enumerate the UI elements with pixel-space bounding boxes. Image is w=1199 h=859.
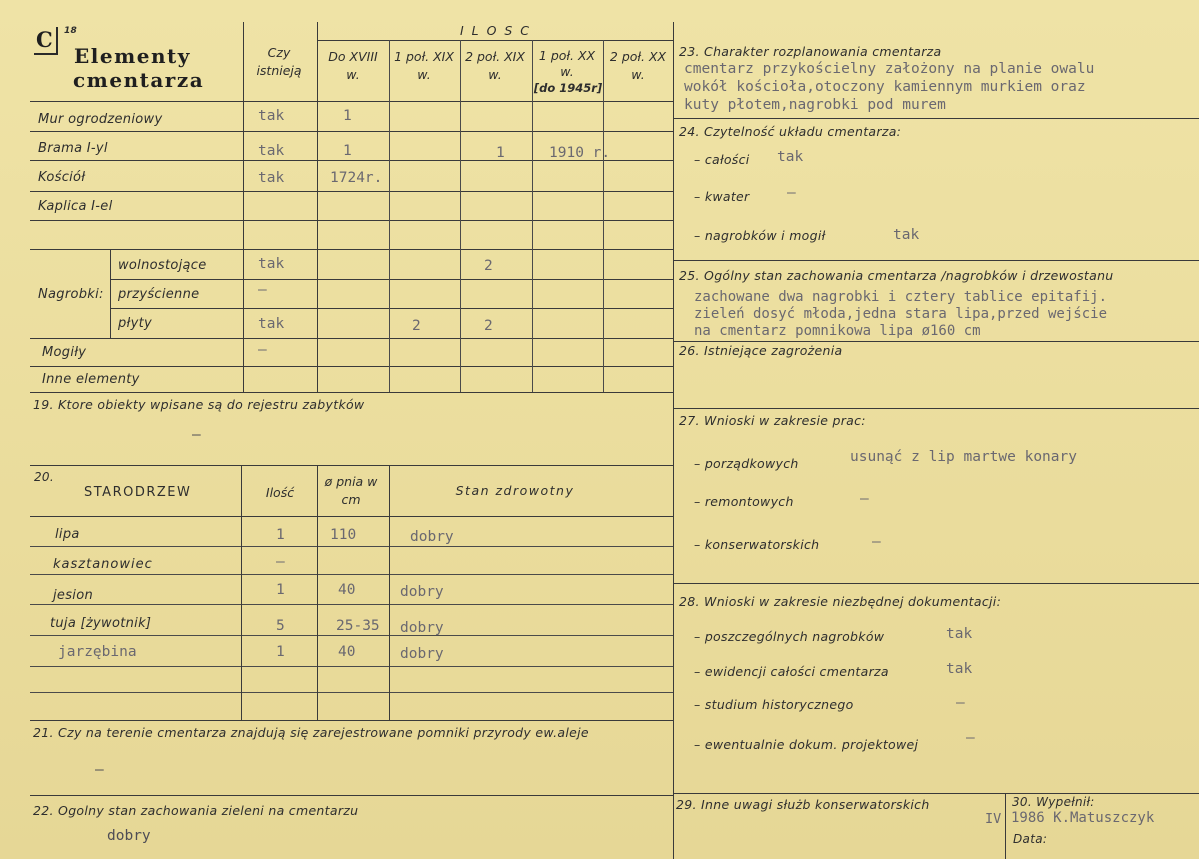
q22-label: 22. Ogolny stan zachowania zieleni na cmentarzu: [33, 803, 359, 818]
q28-label: 28. Wnioski w zakresie niezbędnej dokumentacji:: [679, 594, 1002, 609]
tree-name-jarzebina: jarzębina: [58, 644, 137, 660]
tree-ilosc-tuja: 5: [276, 618, 285, 634]
q20-col-stan: Stan zdrowotny: [455, 483, 575, 498]
rule: [30, 720, 673, 721]
cell-exists-kosciol: tak: [258, 170, 285, 186]
tree-pnia-jesion: 40: [338, 582, 356, 598]
q20-number: 20.: [34, 470, 54, 484]
q27-label: 27. Wnioski w zakresie prac:: [679, 413, 866, 428]
q24-kwater-label: – kwater: [694, 189, 750, 204]
section-title-line1: Elementy: [74, 44, 191, 68]
q24-calosci-label: – całości: [694, 152, 750, 167]
tree-name-tuja: tuja [żywotnik]: [50, 616, 152, 631]
rule: [389, 40, 390, 392]
q21-label: 21. Czy na terenie cmentarza znajdują się zarejestrowane pomniki przyrody ew.aleje: [33, 725, 589, 740]
cell-2pol-xix-plyty: 2: [484, 318, 493, 334]
rule: [30, 692, 673, 693]
cell-do-xviii-kosciol: 1724r.: [330, 170, 383, 186]
cell-2pol-xix-wolnostojace: 2: [484, 258, 493, 274]
rule: [30, 795, 673, 796]
row-label-plyty: płyty: [118, 316, 152, 331]
q25-line2: zieleń dosyć młoda,jedna stara lipa,przed wejście: [694, 306, 1108, 322]
row-group-label-nagrobki: Nagrobki:: [38, 287, 104, 302]
tree-pnia-lipa: 110: [330, 527, 357, 543]
q23-label: 23. Charakter rozplanowania cmentarza: [679, 44, 942, 59]
rule: [673, 408, 1199, 409]
col-header-1pol-xix: 1 poł. XIX w.: [394, 49, 454, 82]
rule: [243, 22, 244, 392]
cell-exists-brama: tak: [258, 143, 285, 159]
row-label-brama: Brama I-yl: [38, 141, 108, 156]
rule: [241, 465, 242, 720]
q28-nagrobkow-value: tak: [946, 626, 973, 642]
rule: [30, 366, 673, 367]
q20-col-ilosc: Ilość: [265, 485, 295, 500]
q23-line3: kuty płotem,nagrobki pod murem: [684, 97, 946, 113]
q30-data-label: Data:: [1013, 832, 1048, 846]
rule: [673, 341, 1199, 342]
q28-ewidencji-label: – ewidencji całości cmentarza: [694, 664, 889, 679]
rule: [30, 338, 673, 339]
rule: [30, 604, 673, 605]
rule: [317, 22, 318, 392]
col-header-ilosc: I L O S C: [459, 23, 532, 38]
q24-kwater-value: –: [787, 185, 796, 201]
rule: [673, 260, 1199, 261]
tree-stan-jesion: dobry: [400, 584, 444, 600]
q29-label: 29. Inne uwagi służb konserwatorskich: [676, 797, 930, 812]
rule: [30, 101, 673, 102]
section-title-line2: cmentarza: [73, 68, 205, 92]
tree-stan-tuja: dobry: [400, 620, 444, 636]
rule: [30, 220, 673, 221]
rule: [603, 40, 604, 392]
q25-label: 25. Ogólny stan zachowania cmentarza /nagrobków i drzewostanu: [679, 268, 1114, 283]
tree-ilosc-lipa: 1: [276, 527, 285, 543]
q28-projektowej-label: – ewentualnie dokum. projektowej: [694, 737, 919, 752]
rule: [673, 22, 674, 859]
rule: [318, 40, 673, 41]
rule: [673, 583, 1199, 584]
rule: [30, 635, 673, 636]
col-header-2pol-xix: 2 poł. XIX w.: [465, 49, 525, 82]
q27-remontowych-label: – remontowych: [694, 494, 794, 509]
q25-line1: zachowane dwa nagrobki i cztery tablice epitafij.: [694, 289, 1108, 305]
row-label-inne: Inne elementy: [42, 372, 140, 387]
col-header-do-xviii: Do XVIII w.: [328, 49, 378, 82]
row-label-mur: Mur ogrodzeniowy: [38, 112, 163, 127]
rule: [389, 465, 390, 720]
q26-label: 26. Istniejące zagrożenia: [679, 343, 843, 358]
q30-value: 1986 K.Matuszczyk: [1011, 810, 1155, 826]
card-number: 18: [64, 26, 78, 36]
col-header-czy-istnieja: Czy istnieją: [256, 45, 302, 78]
row-label-kosciol: Kościół: [38, 170, 86, 185]
tree-ilosc-jesion: 1: [276, 582, 285, 598]
col-header-2pol-xx: 2 poł. XX w.: [609, 49, 667, 82]
rule: [30, 574, 673, 575]
rule: [30, 666, 673, 667]
q27-konserwatorskich-value: –: [872, 534, 881, 550]
rule: [110, 249, 111, 338]
cell-1pol-xix-plyty: 2: [412, 318, 421, 334]
q24-nagrobkow-label: – nagrobków i mogił: [694, 228, 826, 243]
rule: [110, 279, 673, 280]
rule: [110, 308, 673, 309]
q27-porzadkowych-label: – porządkowych: [694, 456, 799, 471]
rule: [673, 118, 1199, 119]
q19-label: 19. Ktore obiekty wpisane są do rejestru zabytków: [33, 397, 365, 412]
card-letter: C: [36, 27, 55, 52]
cell-exists-mogily: –: [258, 342, 267, 358]
rule: [30, 191, 673, 192]
tree-name-jesion: jesion: [53, 588, 93, 603]
rule: [317, 465, 318, 720]
q27-porzadkowych-value: usunąć z lip martwe konary: [850, 449, 1077, 465]
rule: [30, 465, 673, 466]
rule: [30, 516, 673, 517]
q20-title: STARODRZEW: [84, 485, 192, 500]
q24-nagrobkow-value: tak: [893, 227, 920, 243]
q29-value: IV: [985, 811, 1002, 827]
cell-exists-przyscienne: –: [258, 282, 267, 298]
q22-value: dobry: [107, 828, 151, 844]
tree-name-kasztanowiec: kasztanowiec: [53, 557, 153, 572]
q27-remontowych-value: –: [860, 491, 869, 507]
row-label-kaplica: Kaplica I-el: [38, 199, 113, 214]
cell-do-xviii-brama: 1: [343, 143, 352, 159]
q27-konserwatorskich-label: – konserwatorskich: [694, 537, 820, 552]
tree-stan-jarzebina: dobry: [400, 646, 444, 662]
cell-exists-mur: tak: [258, 108, 285, 124]
rule: [30, 131, 673, 132]
tree-ilosc-kasztanowiec: –: [276, 554, 285, 570]
q28-nagrobkow-label: – poszczególnych nagrobków: [694, 629, 885, 644]
col-header-1pol-xx: 1 poł. XX w.: [538, 48, 596, 79]
cell-do-xviii-mur: 1: [343, 108, 352, 124]
q24-calosci-value: tak: [777, 149, 804, 165]
q24-label: 24. Czytelność układu cmentarza:: [679, 124, 902, 139]
tree-stan-lipa: dobry: [410, 529, 454, 545]
q19-value: –: [192, 427, 201, 443]
q23-line2: wokół kościoła,otoczony kamiennym murkiem oraz: [684, 79, 1086, 95]
rule: [30, 392, 673, 393]
cell-exists-plyty: tak: [258, 316, 285, 332]
tree-name-lipa: lipa: [55, 527, 80, 542]
q28-studium-label: – studium historycznego: [694, 697, 854, 712]
tree-pnia-tuja: 25-35: [336, 618, 380, 634]
rule: [1005, 793, 1006, 859]
rule: [460, 40, 461, 392]
q25-line3: na cmentarz pomnikowa lipa ø160 cm: [694, 323, 981, 339]
rule: [30, 546, 673, 547]
q28-ewidencji-value: tak: [946, 661, 973, 677]
col-header-1pol-xx-note: [do 1945r]: [533, 81, 603, 95]
cell-exists-wolnostojace: tak: [258, 256, 285, 272]
cell-2pol-xix-brama: 1: [496, 145, 505, 161]
cell-1pol-xx-brama: 1910 r.: [549, 145, 611, 161]
q20-col-pnia: ø pnia w cm: [324, 474, 378, 507]
row-label-przyscienne: przyścienne: [118, 287, 200, 302]
rule: [30, 249, 673, 250]
row-label-wolnostojace: wolnostojące: [118, 258, 207, 273]
q21-value: –: [95, 762, 104, 778]
rule: [673, 793, 1199, 794]
tree-pnia-jarzebina: 40: [338, 644, 356, 660]
q28-studium-value: –: [956, 695, 965, 711]
tree-ilosc-jarzebina: 1: [276, 644, 285, 660]
q23-line1: cmentarz przykościelny założony na planie owalu: [684, 61, 1095, 77]
q28-projektowej-value: –: [966, 730, 975, 746]
row-label-mogily: Mogiły: [42, 345, 87, 360]
q30-label: 30. Wypełnił:: [1012, 795, 1095, 809]
